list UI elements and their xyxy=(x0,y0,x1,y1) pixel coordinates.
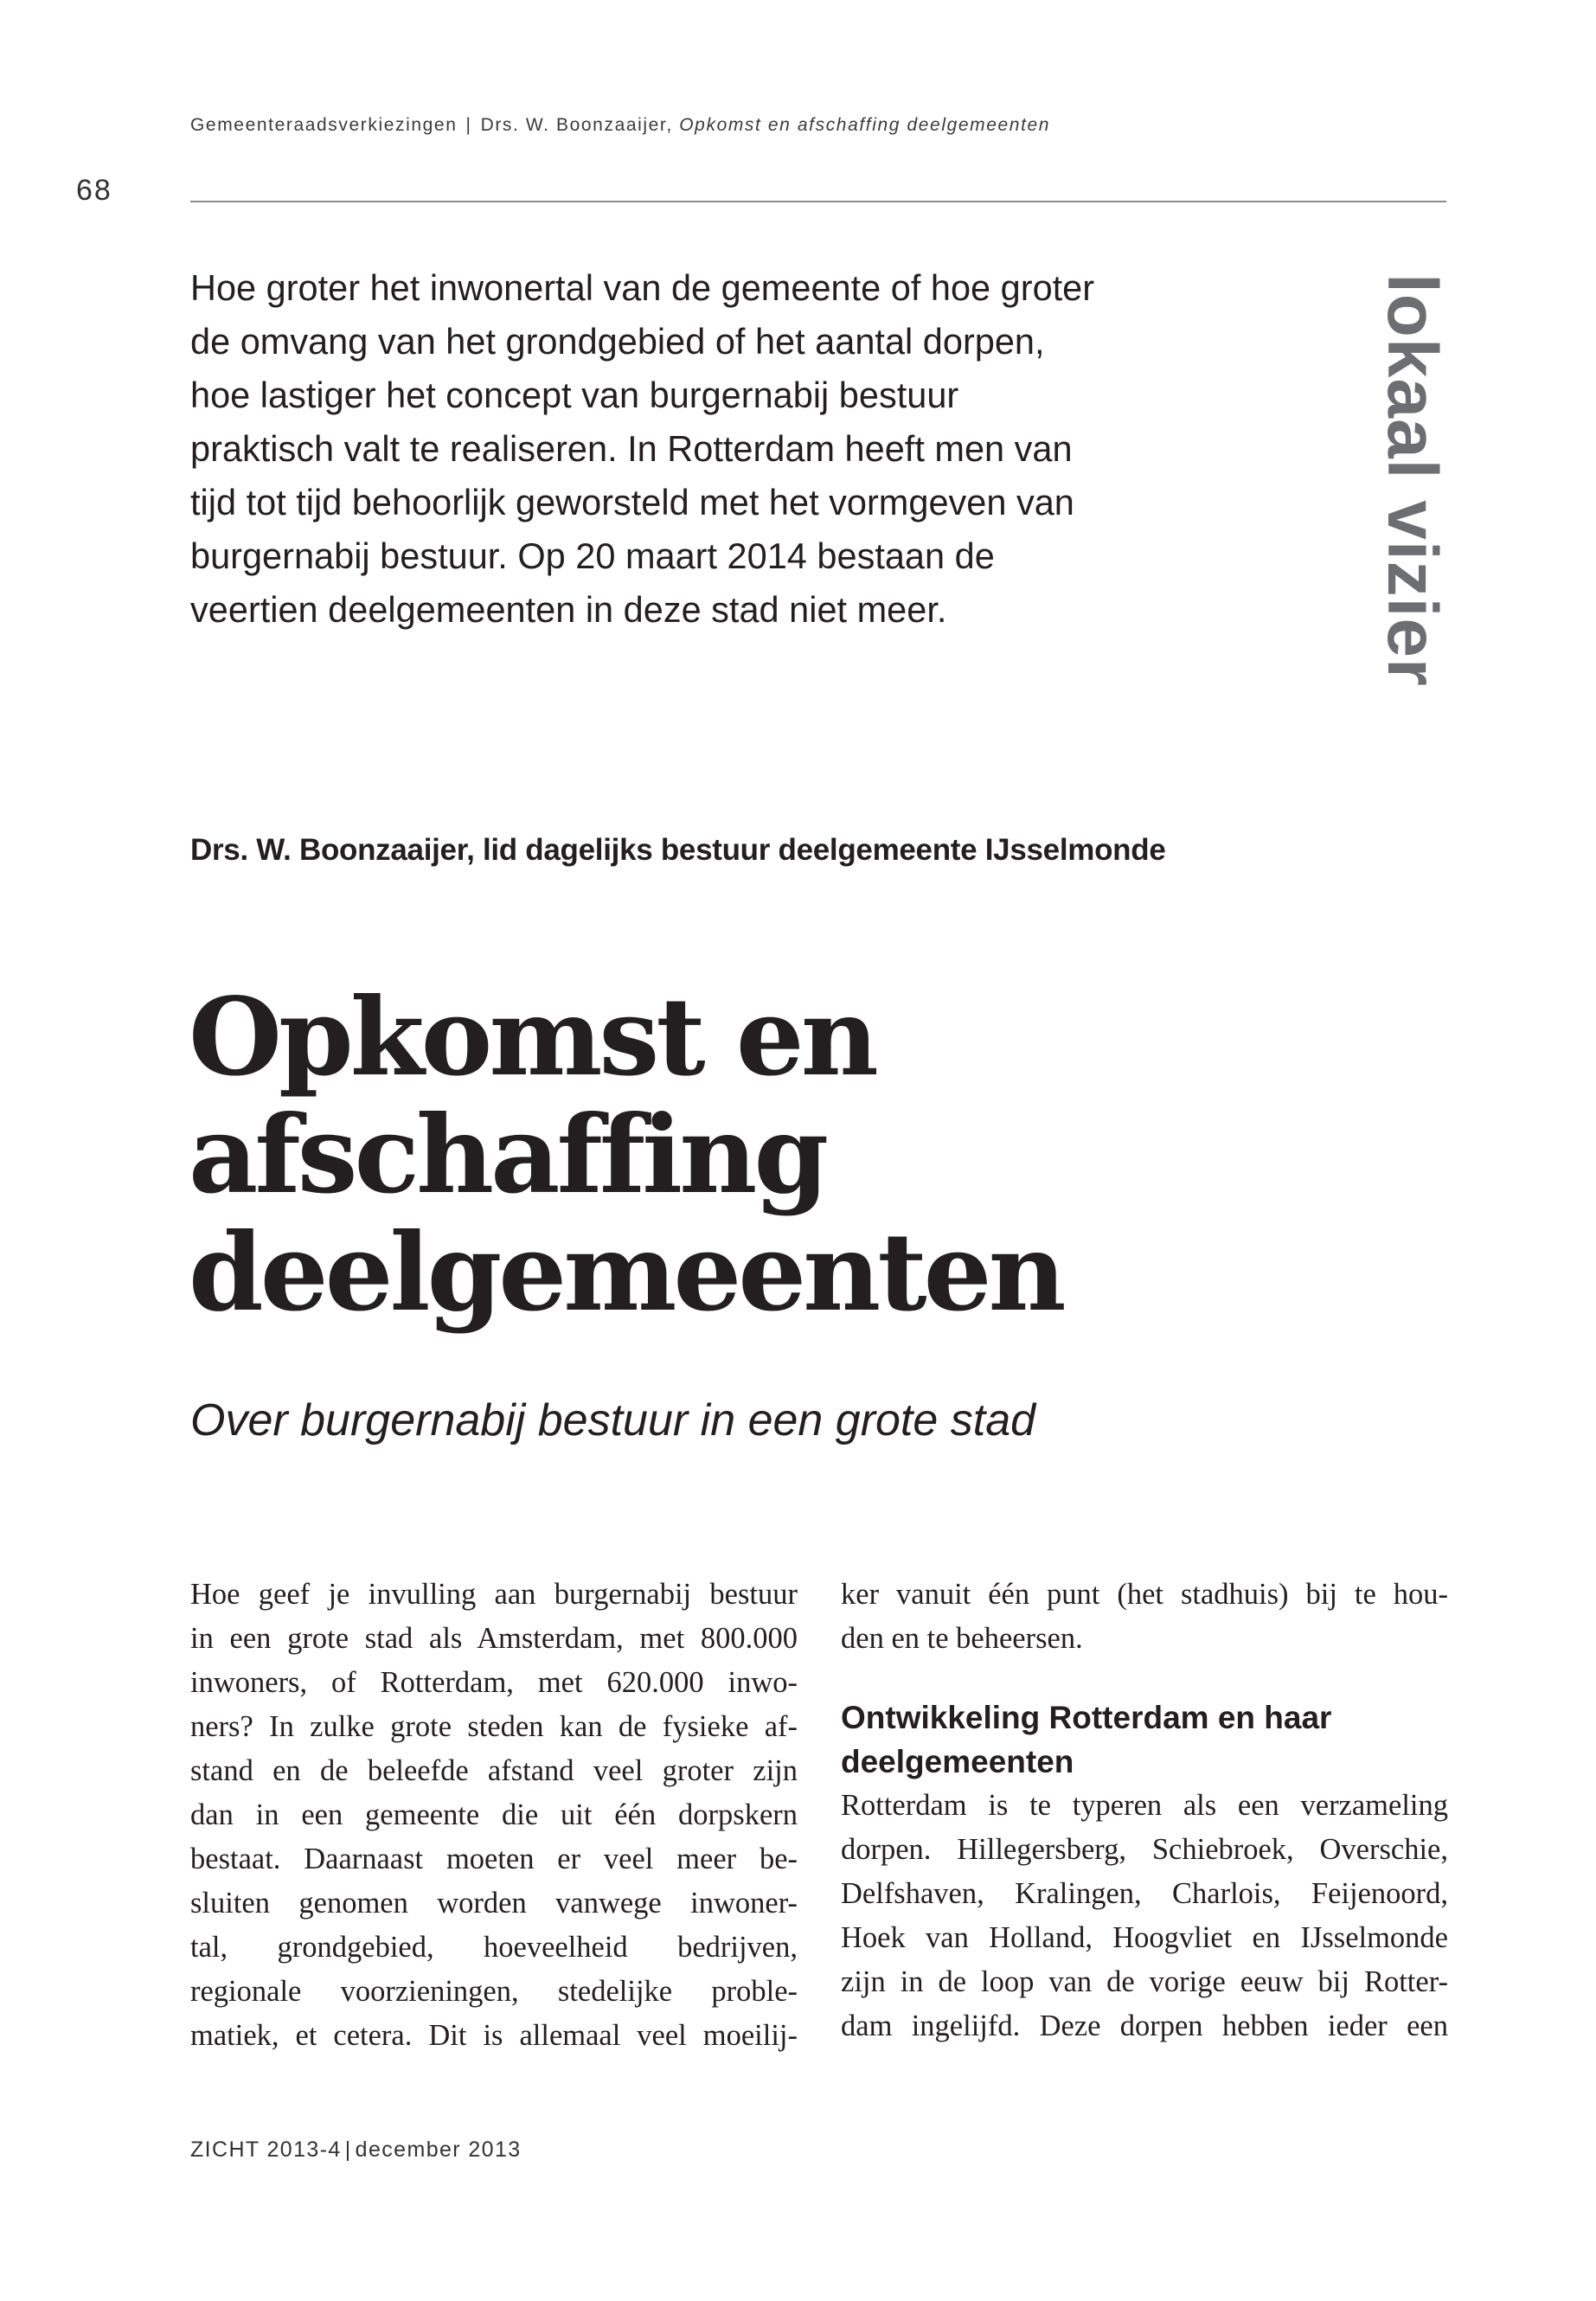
body-line: zijn in de loop van de vorige eeuw bij Rotter- xyxy=(841,1965,1448,1998)
page-number: 68 xyxy=(76,174,112,207)
body-line: den en te beheersen. xyxy=(841,1622,1083,1655)
title-line: deelgemeenten xyxy=(189,1210,1063,1336)
intro-line: praktisch valt te realiseren. In Rotterdam heeft men van xyxy=(190,428,1073,469)
body-line: Rotterdam is te typeren als een verzameling xyxy=(841,1789,1448,1822)
body-column-right xyxy=(841,1573,1448,2048)
body-line: inwoners, of Rotterdam, met 620.000 inwo- xyxy=(190,1666,798,1699)
article-subtitle: Over burgernabij bestuur in een grote stad xyxy=(190,1395,1036,1445)
article-title xyxy=(189,975,1063,1336)
footer-separator: | xyxy=(344,2138,352,2162)
intro-line: burgernabij bestuur. Op 20 maart 2014 bestaan de xyxy=(190,535,995,576)
running-head-article: Opkomst en afschaffing deelgemeenten xyxy=(679,115,1051,135)
body-line: bestaat. Daarnaast moeten er veel meer be- xyxy=(190,1843,798,1875)
footer-journal: ZICHT 2013-4 xyxy=(190,2138,342,2162)
body-line: Hoek van Holland, Hoogvliet en IJsselmonde xyxy=(841,1921,1448,1954)
intro-line: hoe lastiger het concept van burgernabij bestuur xyxy=(190,375,959,415)
author-line: Drs. W. Boonzaaijer, lid dagelijks bestuur deelgemeente IJsselmonde xyxy=(190,833,1166,867)
body-line: dorpen. Hillegersberg, Schiebroek, Overschie, xyxy=(841,1833,1448,1866)
section-heading xyxy=(841,1695,1448,1784)
intro-paragraph xyxy=(190,261,1185,637)
intro-line: Hoe groter het inwonertal van de gemeente of hoe groter xyxy=(190,267,1095,308)
body-line: stand en de beleefde afstand veel groter zijn xyxy=(190,1754,798,1787)
body-column-left xyxy=(190,1573,798,2058)
body-line: Delfshaven, Kralingen, Charlois, Feijenoord, xyxy=(841,1877,1448,1910)
footer-date: december 2013 xyxy=(355,2138,522,2162)
body-line: tal, grondgebied, hoeveelheid bedrijven, xyxy=(190,1931,798,1964)
running-head xyxy=(190,115,1050,136)
title-line: afschaffing xyxy=(189,1093,826,1218)
body-line: ker vanuit één punt (het stadhuis) bij te hou- xyxy=(841,1578,1448,1611)
header-rule xyxy=(190,201,1446,202)
title-line: Opkomst en xyxy=(189,975,875,1100)
body-line: Hoe geef je invulling aan burgernabij bestuur xyxy=(190,1578,798,1611)
running-head-author: Drs. W. Boonzaaijer, xyxy=(480,115,673,135)
running-head-section: Gemeenteraadsverkiezingen xyxy=(190,115,458,135)
section-label: lokaal vizier xyxy=(1373,273,1452,687)
body-line: ners? In zulke grote steden kan de fysieke af- xyxy=(190,1710,798,1743)
intro-line: tijd tot tijd behoorlijk geworsteld met het vormgeven van xyxy=(190,482,1074,522)
intro-line: de omvang van het grondgebied of het aantal dorpen, xyxy=(190,321,1045,362)
body-line: in een grote stad als Amsterdam, met 800.000 xyxy=(190,1622,798,1655)
section-heading-line: Ontwikkeling Rotterdam en haar xyxy=(841,1700,1332,1735)
body-line: regionale voorzieningen, stedelijke proble- xyxy=(190,1975,798,2008)
intro-line: veertien deelgemeenten in deze stad niet meer. xyxy=(190,589,947,630)
body-line: matiek, et cetera. Dit is allemaal veel moeilij- xyxy=(190,2019,798,2052)
body-line: dam ingelijfd. Deze dorpen hebben ieder een xyxy=(841,2009,1448,2042)
body-line: dan in een gemeente die uit één dorpskern xyxy=(190,1798,798,1831)
body-line: sluiten genomen worden vanwege inwoner- xyxy=(190,1887,798,1920)
section-heading-line: deelgemeenten xyxy=(841,1744,1074,1779)
running-head-separator: | xyxy=(465,115,472,135)
page-footer xyxy=(190,2138,522,2163)
